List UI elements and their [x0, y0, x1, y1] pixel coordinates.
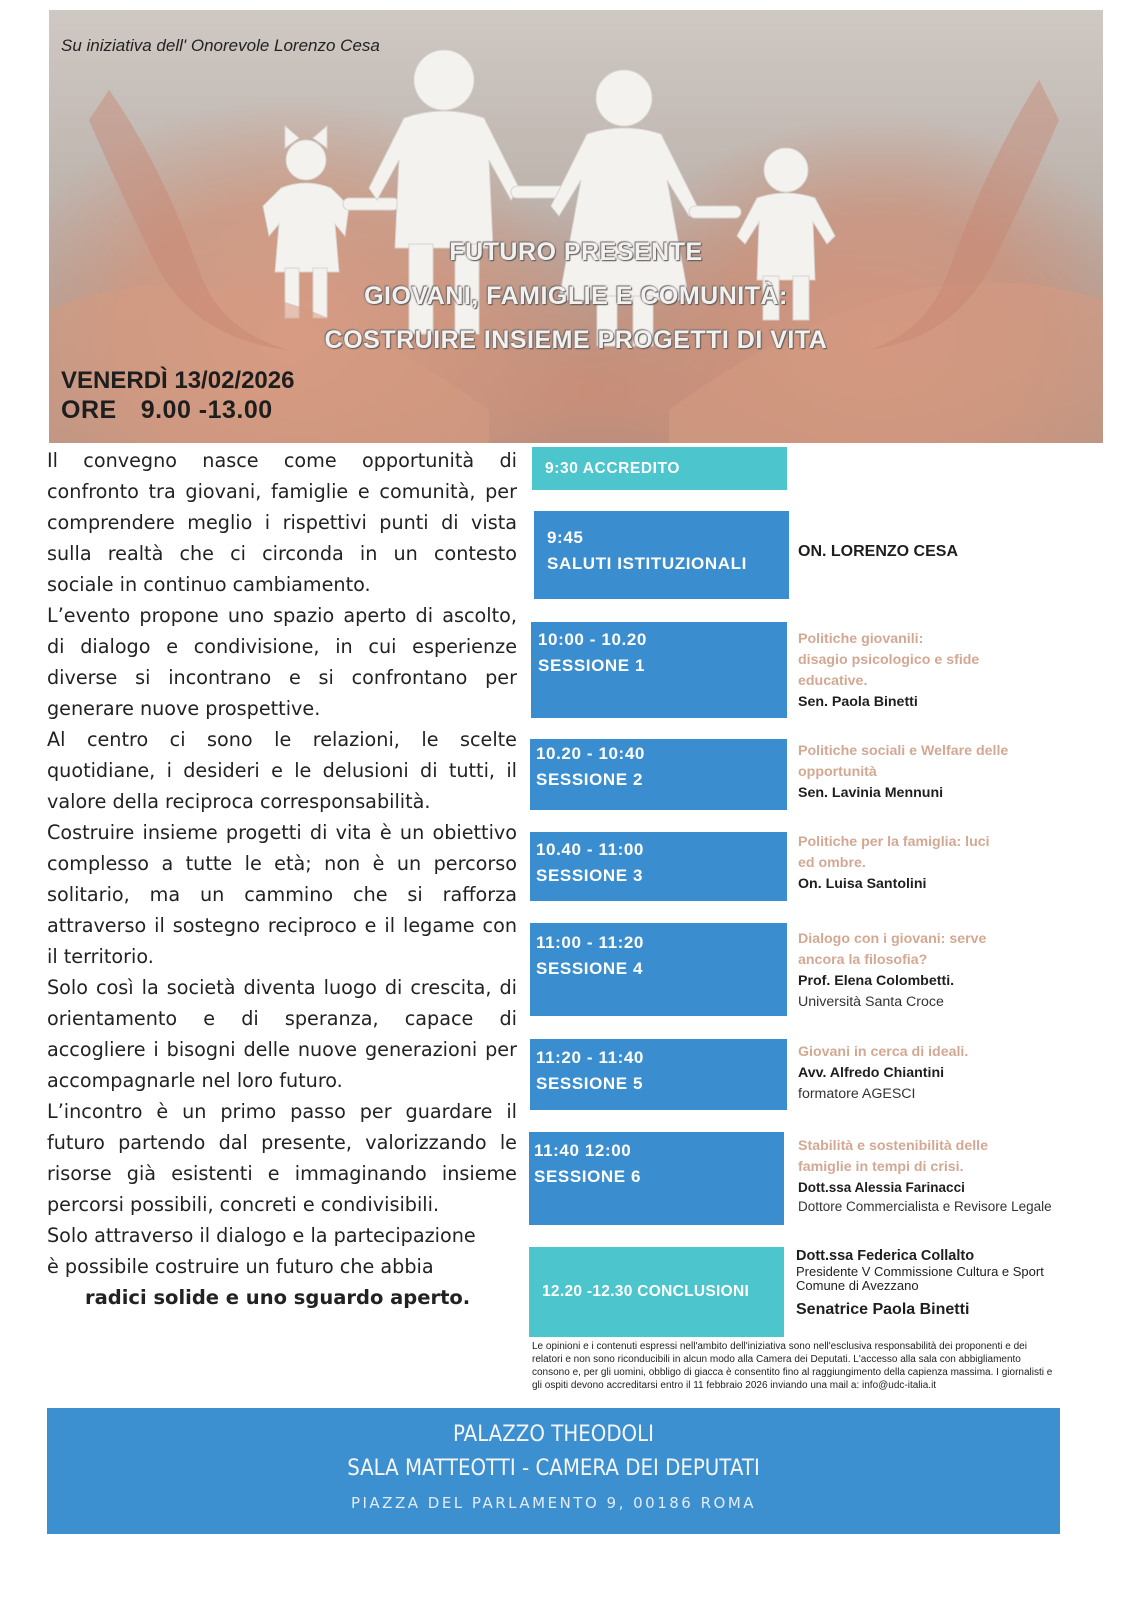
intro-paragraph: Solo attraverso il dialogo e la partecipazione	[47, 1224, 476, 1247]
event-title-line-3: COSTRUIRE INSIEME PROGETTI DI VITA	[324, 326, 828, 354]
schedule-saluti	[534, 511, 789, 599]
session-2-speaker: Sen. Lavinia Mennuni	[798, 785, 944, 801]
event-title	[49, 230, 1103, 362]
session-2-label: SESSIONE 2	[536, 770, 644, 789]
conclusioni-speaker-1-org: Comune di Avezzano	[796, 1278, 919, 1293]
intro-paragraph: Solo così la società diventa luogo di crescita, di orientamento e di speranza, capace di accogliere i bisogni delle nuove generazioni per accompagnarle nel loro futuro.	[47, 976, 517, 1092]
venue-address: PIAZZA DEL PARLAMENTO 9, 00186 ROMA	[350, 1494, 757, 1512]
event-time	[61, 396, 273, 425]
intro-paragraph: L’evento propone uno spazio aperto di ascolto, di dialogo e condivisione, in cui esperienze diverse si incontrano e si confrontano per generare nuove prospettive.	[47, 604, 517, 720]
session-3-topic: ed ombre.	[798, 855, 866, 871]
intro-text	[47, 445, 517, 1313]
session-4-topic: ancora la filosofia?	[798, 952, 928, 968]
session-2-block	[530, 739, 787, 810]
time-label: ORE	[61, 396, 117, 424]
session-3-time: 10.40 - 11:00	[536, 840, 644, 859]
session-6-topic: famiglie in tempi di crisi.	[798, 1159, 964, 1175]
session-1-info	[798, 629, 979, 713]
session-1-topic: educative.	[798, 673, 868, 689]
session-5-affiliation: formatore AGESCI	[798, 1086, 916, 1102]
session-1-block	[531, 622, 787, 718]
accredito-label: 9:30 ACCREDITO	[545, 459, 681, 477]
session-2-time: 10.20 - 10:40	[536, 744, 645, 763]
session-1-topic: Politiche giovanili:	[798, 631, 924, 647]
saluti-info	[798, 541, 958, 562]
session-3-label: SESSIONE 3	[536, 866, 644, 885]
time-range: 9.00 -13.00	[140, 396, 273, 424]
session-5-info	[798, 1042, 968, 1105]
venue-name: PALAZZO THEODOLI	[452, 1422, 655, 1447]
saluti-speaker: ON. LORENZO CESA	[798, 543, 959, 560]
event-date: VENERDÌ 13/02/2026	[61, 367, 295, 394]
conclusioni-speaker-1: Dott.ssa Federica Collalto	[796, 1248, 975, 1264]
session-1-label: SESSIONE 1	[538, 656, 646, 675]
intro-closing: radici solide e uno sguardo aperto.	[85, 1286, 471, 1309]
session-1-speaker: Sen. Paola Binetti	[798, 694, 918, 710]
session-1-topic: disagio psicologico e sfide	[798, 652, 980, 668]
session-4-topic: Dialogo con i giovani: serve	[798, 931, 987, 947]
conclusioni-speaker-1-role: Presidente V Commissione Cultura e Sport	[796, 1264, 1044, 1279]
session-6-affiliation: Dottore Commercialista e Revisore Legale	[798, 1199, 1052, 1214]
event-title-line-1: FUTURO PRESENTE	[449, 238, 703, 266]
session-6-label: SESSIONE 6	[534, 1167, 642, 1186]
session-3-speaker: On. Luisa Santolini	[798, 876, 927, 892]
session-4-speaker: Prof. Elena Colombetti.	[798, 973, 955, 989]
intro-paragraph: L’incontro è un primo passo per guardare il futuro partendo dal presente, valorizzando le risorse già esistenti e immaginando insieme percorsi possibili, concreti e condivisibili.	[47, 1100, 517, 1216]
intro-paragraph: Costruire insieme progetti di vita è un obiettivo complesso a tutte le età; non è un percorso solitario, ma un cammino che si rafforza attraverso il sostegno reciproco e il legame con il territorio.	[47, 821, 517, 968]
disclaimer-note: Le opinioni e i contenuti espressi nell'ambito dell'iniziativa sono nell'esclusiva responsabilità dei proponenti e dei relatori e non sono riconducibili in alcun modo alla Camera dei Deputati. L'accesso alla sala con abbigliamento consono e, per gli uomini, obbligo di giacca è consentito fino al raggiungimento della capienza massima. I giornalisti e gli ospiti devono accreditarsi entro il 11 febbraio 2026 inviando una mail a: info@udc-italia.it	[532, 1341, 1053, 1391]
venue-room: SALA MATTEOTTI - CAMERA DEI DEPUTATI	[347, 1456, 760, 1481]
session-6-speaker: Dott.ssa Alessia Farinacci	[798, 1180, 965, 1195]
session-3-block	[530, 832, 787, 901]
intro-paragraph: Al centro ci sono le relazioni, le scelte quotidiane, i desideri e le delusioni di tutti, il valore della reciproca corresponsabilità.	[47, 728, 517, 813]
saluti-label: SALUTI ISTITUZIONALI	[547, 554, 747, 573]
session-6-topic: Stabilità e sostenibilità delle	[798, 1138, 989, 1154]
session-4-block	[530, 923, 787, 1016]
session-3-info	[798, 832, 990, 895]
conclusioni-info	[796, 1247, 1044, 1323]
session-2-info	[798, 741, 1008, 804]
session-4-time: 11:00 - 11:20	[536, 933, 644, 952]
session-2-topic: Politiche sociali e Welfare delle	[798, 743, 1009, 759]
schedule-accredito	[532, 447, 787, 490]
conclusioni-speaker-2: Senatrice Paola Binetti	[796, 1301, 970, 1318]
saluti-time: 9:45	[547, 528, 584, 547]
session-6-block	[529, 1132, 784, 1225]
schedule-conclusioni	[529, 1247, 784, 1337]
session-5-time: 11:20 - 11:40	[536, 1048, 644, 1067]
session-4-info	[798, 929, 986, 1013]
session-1-time: 10:00 - 10.20	[538, 630, 647, 649]
session-2-topic: opportunità	[798, 764, 877, 780]
session-4-label: SESSIONE 4	[536, 959, 644, 978]
session-5-topic: Giovani in cerca di ideali.	[798, 1044, 969, 1060]
venue-footer	[47, 1408, 1060, 1534]
hero-banner	[49, 10, 1103, 443]
event-title-line-2: GIOVANI, FAMIGLIE E COMUNITÀ:	[364, 282, 788, 310]
initiative-credit: Su iniziativa dell' Onorevole Lorenzo Cesa	[61, 36, 380, 55]
conclusioni-label: 12.20 -12.30 CONCLUSIONI	[542, 1283, 750, 1300]
session-6-time: 11:40 12:00	[534, 1141, 632, 1160]
session-3-topic: Politiche per la famiglia: luci	[798, 834, 990, 850]
session-4-affiliation: Università Santa Croce	[798, 994, 944, 1010]
session-6-info	[798, 1136, 1052, 1216]
intro-paragraph: Il convegno nasce come opportunità di confronto tra giovani, famiglie e comunità, per comprendere meglio i rispettivi punti di vista sulla realtà che ci circonda in un contesto sociale in continuo cambiamento.	[47, 449, 517, 596]
session-5-speaker: Avv. Alfredo Chiantini	[798, 1065, 945, 1081]
session-5-block	[530, 1039, 787, 1110]
session-5-label: SESSIONE 5	[536, 1074, 644, 1093]
intro-last-line: è possibile costruire un futuro che abbia	[47, 1255, 434, 1278]
